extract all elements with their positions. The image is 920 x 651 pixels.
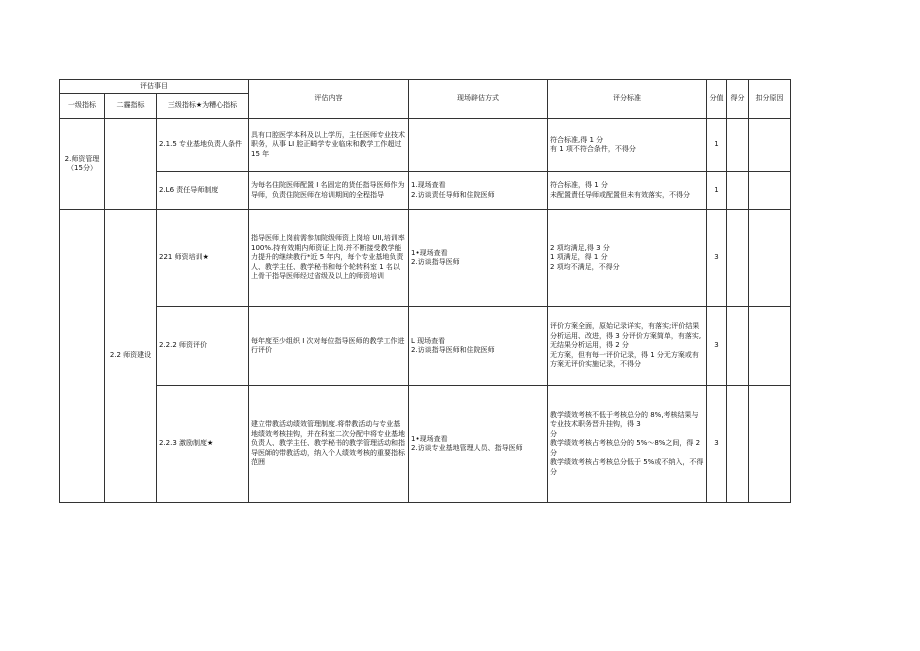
row-deduct-reason: [749, 307, 791, 386]
row-content: 具有口腔医学本科及以上学历，主任医师专业技术职务，从事 LI 腔正畸学专业临床和教学工作超过 15 年: [249, 119, 409, 172]
row-method: 1•现场查看 2.访谈专业基地管理人员、指导医师: [409, 386, 548, 503]
row-standard: 符合标准，得 1 分 未配置責任导师或配置但未有效落实，不得分: [548, 172, 707, 210]
row-content: 指导医师上岗前需参加院级师资上岗培 UII,培训率 100%.持有效期内师资证上岗.并不断接受教学能力提升的继续教行*近 5 年内，每个专业基地负责人、教学主任、教学秘书和每个轮转科室 1 名以上骨干指导医师经过省级及以上的师资培训: [249, 210, 409, 307]
header-score-got: 得分: [727, 80, 749, 119]
row-level3: 221 师资培训★: [157, 210, 249, 307]
row-score-got: [727, 386, 749, 503]
table-row: [60, 172, 791, 210]
row-standard: 教学绩效考核不低于考核总分的 8%,考核结果与专业技术职务晋升挂钩，得 3 分 教学绩效考核占考核总分的 5%～8%之间，得 2 分 教学绩效考核占考核总分低于 5%或不纳入，不得分: [548, 386, 707, 503]
evaluation-table: [59, 79, 791, 503]
row-deduct-reason: [749, 172, 791, 210]
row-score-value: 1: [707, 119, 727, 172]
group-level1: [60, 119, 105, 210]
group-level2-empty: [105, 119, 157, 210]
row-score-value: 3: [707, 307, 727, 386]
row-score-got: [727, 210, 749, 307]
table-row: [60, 119, 791, 172]
row-score-got: [727, 307, 749, 386]
header-level3: 三级指标★为糟心指标: [157, 94, 249, 119]
row-content: 每年度至少组织 I 次对每位指导医师的教学工作进行评价: [249, 307, 409, 386]
row-score-got: [727, 172, 749, 210]
row-level3: 2.1.5 专业基地负责人条件: [157, 119, 249, 172]
group-level1-name: 2.师资管理: [64, 154, 100, 163]
header-level2: 二霾指标: [105, 94, 157, 119]
row-content: 建立带教活动绩效管理制度.将带教活动与专业基地绩效考核挂钩，并在科室二次分配中将专业基地负责人、教学主任、教学秘书的教学管理活动和指导医師的带教活动，纳入个人绩效考核的重要指标范囲: [249, 386, 409, 503]
row-score-value: 3: [707, 210, 727, 307]
row-standard: 评价方案全面，原始记录详实，有落实;评价结果分析运用、改进，得 3 分评价方案简单，有落实,无结果分析运用，得 2 分 无方案，但有每一评价记录，得 1 分无方案或有方案无评价实施记录，不得分: [548, 307, 707, 386]
header-eval-items: 评估事目: [60, 80, 249, 94]
header-score-value: 分值: [707, 80, 727, 119]
row-score-value: 1: [707, 172, 727, 210]
header-standard: 评分标准: [548, 80, 707, 119]
row-content: 为每名住院医师配置 I 名固定的货任指导医师作为导师，负责住院医师在培训期间的全程指导: [249, 172, 409, 210]
row-deduct-reason: [749, 386, 791, 503]
row-deduct-reason: [749, 210, 791, 307]
row-level3: 2.2.3 激励制度★: [157, 386, 249, 503]
row-method: 1•现场查看 2.访谈指导医师: [409, 210, 548, 307]
row-method: 1.现场查看 2.访谈责任导师和住院医师: [409, 172, 548, 210]
row-method: L 现场查看 2.访谈指导医师和住院医师: [409, 307, 548, 386]
table-row: [60, 386, 791, 503]
table-row: [60, 210, 791, 307]
row-score-value: 3: [707, 386, 727, 503]
row-standard: 2 项均满足,得 3 分 1 项满足，得 1 分 2 项均不满足，不得分: [548, 210, 707, 307]
header-content: 评估内容: [249, 80, 409, 119]
header-deduct-reason: 扣分原因: [749, 80, 791, 119]
group-level1-empty: [60, 210, 105, 503]
row-method: [409, 119, 548, 172]
row-score-got: [727, 119, 749, 172]
header-level1: 一级指标: [60, 94, 105, 119]
row-deduct-reason: [749, 119, 791, 172]
group-level1-sub: （15分）: [67, 164, 97, 172]
row-level3: 2.L6 责任导师制度: [157, 172, 249, 210]
table-row: [60, 307, 791, 386]
row-level3: 2.2.2 师资评价: [157, 307, 249, 386]
group-level2: 2.2 师资建设: [105, 210, 157, 503]
row-standard: 符合标准,得 1 分 有 1 项不符合条件，不得分: [548, 119, 707, 172]
header-method: 现场辟估方式: [409, 80, 548, 119]
